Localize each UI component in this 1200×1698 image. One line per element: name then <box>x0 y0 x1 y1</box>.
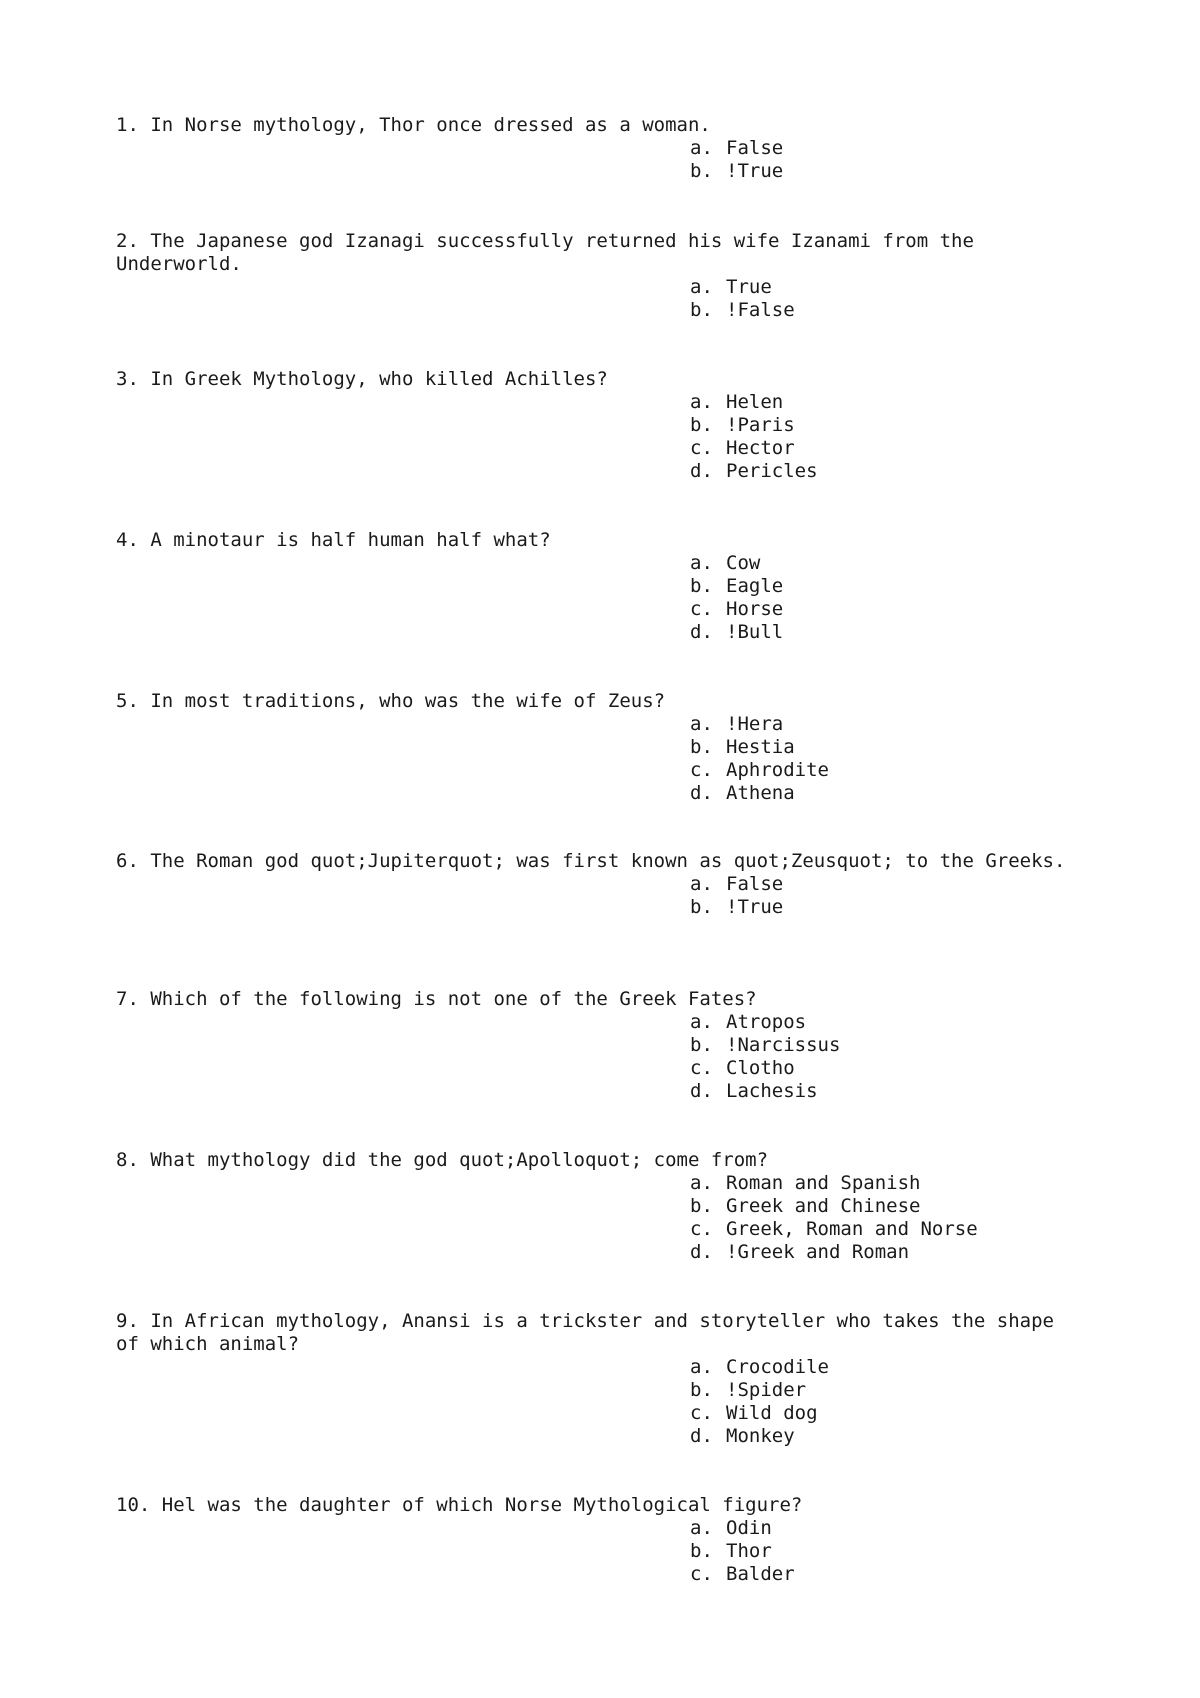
option-letter: b. <box>690 736 713 758</box>
option-list <box>690 391 1076 483</box>
option-list <box>690 1356 1076 1448</box>
question-text: 1. In Norse mythology, Thor once dressed as a woman. <box>116 114 711 136</box>
question-text: 6. The Roman god quot;Jupiterquot; was first known as quot;Zeusquot; to the Greeks. <box>116 850 1066 872</box>
question-2 <box>116 230 1076 322</box>
question-text: 2. The Japanese god Izanagi successfully returned his wife Izanami from the Underworld. <box>116 230 986 275</box>
option-list <box>690 873 1076 919</box>
option-letter: b. <box>690 575 713 597</box>
option-item <box>690 391 1076 414</box>
question-text: 8. What mythology did the god quot;Apolloquot; come from? <box>116 1149 769 1171</box>
option-item <box>690 1241 1076 1264</box>
option-text: Cow <box>726 552 761 574</box>
option-text: Monkey <box>726 1425 795 1447</box>
option-letter: d. <box>690 1425 713 1447</box>
option-text: Roman and Spanish <box>726 1172 921 1194</box>
option-text: !Spider <box>726 1379 807 1401</box>
option-item <box>690 299 1076 322</box>
option-text: !True <box>726 160 784 182</box>
option-text: Crocodile <box>726 1356 829 1378</box>
option-item <box>690 1356 1076 1379</box>
option-letter: a. <box>690 552 713 574</box>
option-letter: a. <box>690 1356 713 1378</box>
option-item <box>690 1218 1076 1241</box>
option-letter: c. <box>690 759 713 781</box>
option-letter: a. <box>690 276 713 298</box>
option-letter: b. <box>690 1540 713 1562</box>
question-text: 10. Hel was the daughter of which Norse Mythological figure? <box>116 1494 803 1516</box>
option-text: Clotho <box>726 1057 795 1079</box>
option-item <box>690 1425 1076 1448</box>
option-item <box>690 713 1076 736</box>
option-letter: b. <box>690 1379 713 1401</box>
option-text: False <box>726 873 784 895</box>
option-text: Lachesis <box>726 1080 818 1102</box>
option-item <box>690 276 1076 299</box>
option-letter: b. <box>690 414 713 436</box>
option-letter: c. <box>690 598 713 620</box>
option-text: Hector <box>726 437 795 459</box>
option-letter: b. <box>690 1034 713 1056</box>
option-item <box>690 1402 1076 1425</box>
question-4 <box>116 529 1076 644</box>
option-item <box>690 414 1076 437</box>
option-item <box>690 782 1076 805</box>
option-text: !False <box>726 299 795 321</box>
question-text: 9. In African mythology, Anansi is a trickster and storyteller who takes the shape of which animal? <box>116 1310 1066 1355</box>
option-item <box>690 1011 1076 1034</box>
option-letter: a. <box>690 873 713 895</box>
option-item <box>690 1034 1076 1057</box>
option-letter: c. <box>690 437 713 459</box>
option-item <box>690 896 1076 919</box>
option-item <box>690 1057 1076 1080</box>
option-text: Greek and Chinese <box>726 1195 921 1217</box>
option-text: Pericles <box>726 460 818 482</box>
option-letter: b. <box>690 299 713 321</box>
question-1 <box>116 114 1076 183</box>
option-letter: b. <box>690 896 713 918</box>
option-item <box>690 873 1076 896</box>
option-letter: d. <box>690 1241 713 1263</box>
option-letter: b. <box>690 160 713 182</box>
question-6 <box>116 850 1076 919</box>
option-list <box>690 276 1076 322</box>
option-letter: b. <box>690 1195 713 1217</box>
option-item <box>690 1563 1076 1586</box>
option-item <box>690 598 1076 621</box>
option-letter: c. <box>690 1057 713 1079</box>
option-letter: a. <box>690 713 713 735</box>
option-text: Aphrodite <box>726 759 829 781</box>
option-list <box>690 552 1076 644</box>
option-item <box>690 1517 1076 1540</box>
option-letter: d. <box>690 621 713 643</box>
option-list <box>690 1517 1076 1586</box>
question-text: 7. Which of the following is not one of the Greek Fates? <box>116 988 757 1010</box>
option-text: Hestia <box>726 736 795 758</box>
option-text: Horse <box>726 598 784 620</box>
option-item <box>690 1172 1076 1195</box>
option-text: !Hera <box>726 713 784 735</box>
option-text: False <box>726 137 784 159</box>
option-item <box>690 759 1076 782</box>
option-text: Odin <box>726 1517 772 1539</box>
option-text: !Narcissus <box>726 1034 841 1056</box>
question-text: 4. A minotaur is half human half what? <box>116 529 551 551</box>
option-text: Athena <box>726 782 795 804</box>
question-8 <box>116 1149 1076 1264</box>
option-letter: a. <box>690 137 713 159</box>
option-text: Greek, Roman and Norse <box>726 1218 978 1240</box>
option-text: !Paris <box>726 414 795 436</box>
option-item <box>690 736 1076 759</box>
option-letter: c. <box>690 1563 713 1585</box>
option-letter: a. <box>690 1011 713 1033</box>
option-item <box>690 137 1076 160</box>
option-text: !Bull <box>726 621 784 643</box>
option-letter: c. <box>690 1218 713 1240</box>
question-10 <box>116 1494 1076 1586</box>
option-item <box>690 1379 1076 1402</box>
option-letter: a. <box>690 1172 713 1194</box>
option-item <box>690 1540 1076 1563</box>
option-text: Thor <box>726 1540 772 1562</box>
option-text: Wild dog <box>726 1402 818 1424</box>
option-list <box>690 1011 1076 1103</box>
option-text: !True <box>726 896 784 918</box>
option-text: True <box>726 276 772 298</box>
option-letter: a. <box>690 1517 713 1539</box>
option-item <box>690 575 1076 598</box>
question-9 <box>116 1310 1076 1448</box>
option-item <box>690 1080 1076 1103</box>
option-item <box>690 1195 1076 1218</box>
option-list <box>690 1172 1076 1264</box>
option-item <box>690 160 1076 183</box>
option-text: Balder <box>726 1563 795 1585</box>
option-text: Helen <box>726 391 784 413</box>
option-list <box>690 137 1076 183</box>
option-letter: d. <box>690 782 713 804</box>
option-letter: a. <box>690 391 713 413</box>
question-text: 5. In most traditions, who was the wife of Zeus? <box>116 690 666 712</box>
option-text: Atropos <box>726 1011 807 1033</box>
question-3 <box>116 368 1076 483</box>
option-item <box>690 621 1076 644</box>
option-text: Eagle <box>726 575 784 597</box>
option-item <box>690 460 1076 483</box>
option-text: !Greek and Roman <box>726 1241 910 1263</box>
question-text: 3. In Greek Mythology, who killed Achilles? <box>116 368 608 390</box>
option-item <box>690 552 1076 575</box>
option-letter: d. <box>690 460 713 482</box>
question-7 <box>116 988 1076 1103</box>
option-item <box>690 437 1076 460</box>
option-letter: d. <box>690 1080 713 1102</box>
option-list <box>690 713 1076 805</box>
question-5 <box>116 690 1076 805</box>
option-letter: c. <box>690 1402 713 1424</box>
